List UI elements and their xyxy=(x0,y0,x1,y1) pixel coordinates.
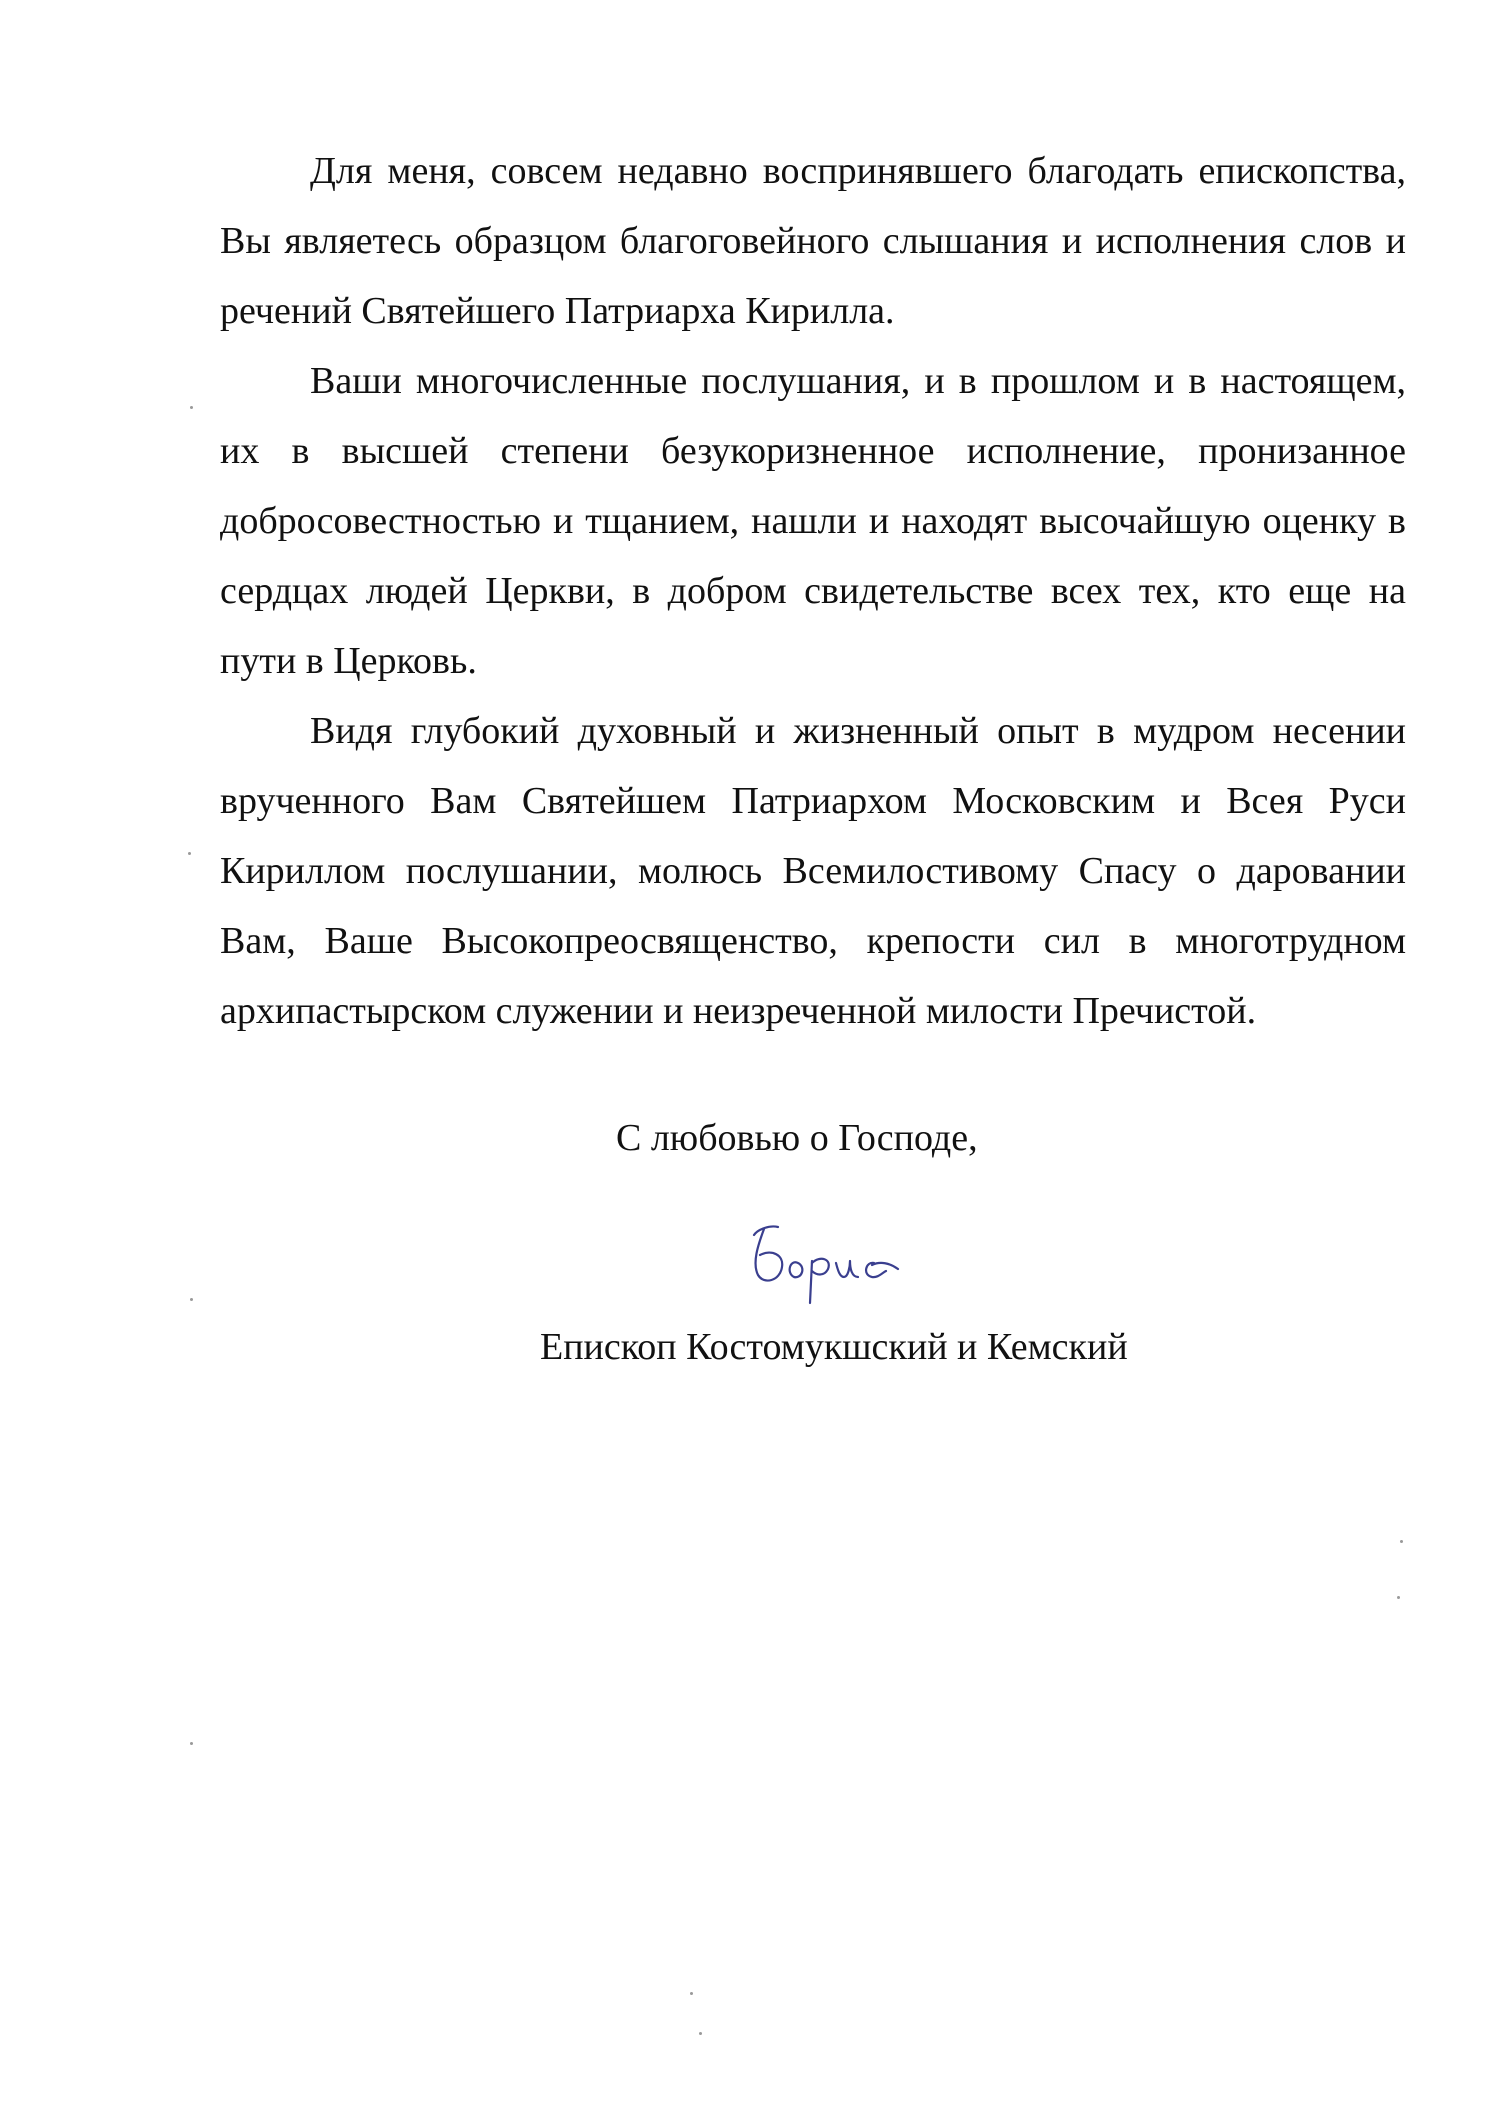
paragraph-3: Видя глубокий духовный и жизненный опыт в мудром несении врученного Вам Святейшем Патриархом Московским и Всея Руси Кириллом послушании, молюсь Всемилостивому Спасу о даровании Вам, Ваше Высокопреосвященство, крепости сил в многотрудном архипастырском служении и неизреченной милости Пречистой. xyxy=(220,710,1406,1032)
scan-speck xyxy=(1400,1540,1403,1543)
scan-speck xyxy=(190,1298,193,1301)
scan-speck xyxy=(190,1742,193,1745)
scan-speck xyxy=(188,852,191,855)
scan-speck xyxy=(699,2032,702,2035)
scan-speck xyxy=(690,1992,693,1995)
scan-speck xyxy=(190,406,193,409)
scan-speck xyxy=(1397,1596,1400,1599)
paragraph-2: Ваши многочисленные послушания, и в прошлом и в настоящем, их в высшей степени безукоризненное исполнение, пронизанное добросовестностью и тщанием, нашли и находят высочайшую оценку в сердцах людей Церкви, в добром свидетельстве всех тех, кто еще на пути в Церковь. xyxy=(220,360,1406,682)
signer-title: Епископ Костомукшский и Кемский xyxy=(540,1326,1128,1368)
closing-line: С любовью о Господе, xyxy=(616,1117,978,1159)
handwritten-signature xyxy=(740,1205,960,1315)
paragraph-1: Для меня, совсем недавно воспринявшего благодать епископства, Вы являетесь образцом благоговейного слышания и исполнения слов и речений Святейшего Патриарха Кирилла. xyxy=(220,150,1406,332)
letter-body xyxy=(220,136,1406,1046)
